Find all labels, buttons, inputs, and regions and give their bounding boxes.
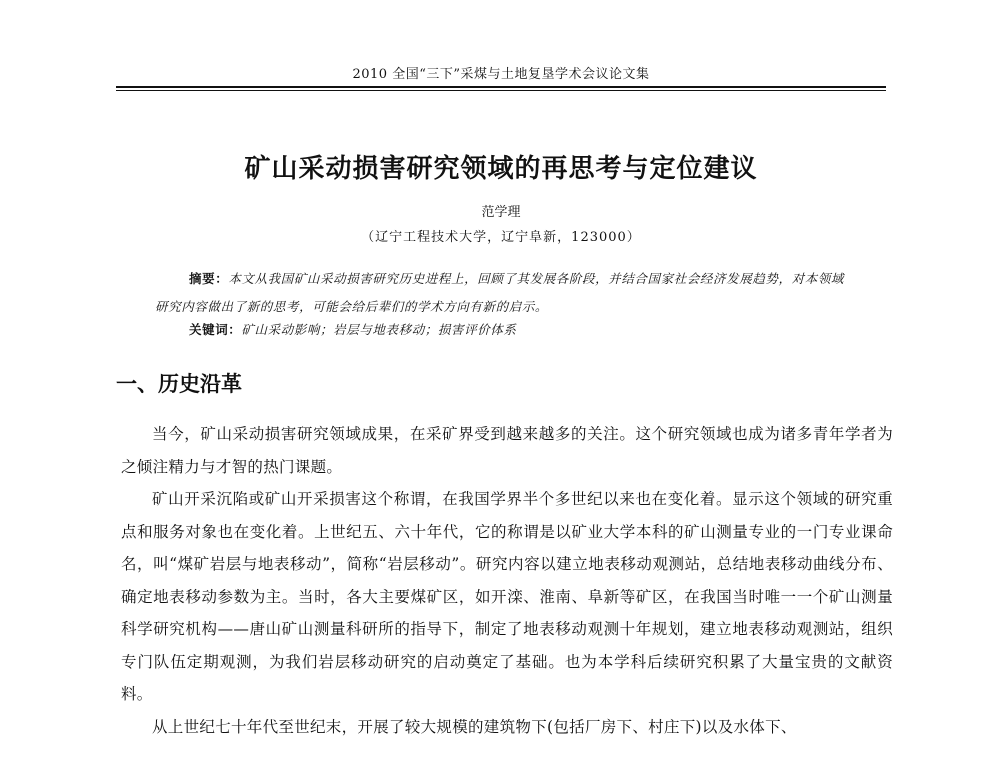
section-heading: 一、历史沿革 <box>116 371 242 396</box>
paragraph: 当今，矿山采动损害研究领域成果，在采矿界受到越来越多的关注。这个研究领域也成为诸多青年学者为之倾注精力与才智的热门课题。 <box>121 425 893 476</box>
keywords-text: 矿山采动影响；岩层与地表移动；损害评价体系 <box>241 322 517 337</box>
header-rule-thick <box>116 86 886 88</box>
abstract-text: 本文从我国矿山采动损害研究历史进程上，回顾了其发展各阶段，并结合国家社会经济发展趋势，对本领域研究内容做出了新的思考，可能会给后辈们的学术方向有新的启示。 <box>155 271 845 314</box>
running-header: 2010 全国“三下”采煤与土地复垦学术会议论文集 <box>352 67 650 82</box>
paragraph: 矿山开采沉陷或矿山开采损害这个称谓，在我国学界半个多世纪以来也在变化着。显示这个领域的研究重点和服务对象也在变化着。上世纪五、六十年代，它的称谓是以矿业大学本科的矿山测量专业的一门专业课命名，叫“煤矿岩层与地表移动”，简称“岩层移动”。研究内容以建立地表移动观测站，总结地表移动曲线分布、确定地表移动参数为主。当时，各大主要煤矿区，如开滦、淮南、阜新等矿区，在我国当时唯一一个矿山测量科学研究机构——唐山矿山测量科研所的指导下，制定了地表移动观测十年规划，建立地表移动观测站，组织专门队伍定期观测，为我们岩层移动研究的启动奠定了基础。也为本学科后续研究积累了大量宝贵的文献资料。 <box>121 490 893 703</box>
paragraph: 从上世纪七十年代至世纪末，开展了较大规模的建筑物下(包括厂房下、村庄下)以及水体下、 <box>152 717 797 736</box>
keywords <box>189 320 849 338</box>
author-name: 范学理 <box>481 205 521 220</box>
abstract-body <box>155 265 855 321</box>
abstract <box>155 265 855 321</box>
paper-title: 矿山采动损害研究领域的再思考与定位建议 <box>244 154 758 184</box>
section-body <box>121 418 893 743</box>
keywords-label: 关键词： <box>189 322 242 337</box>
header-rule-thin <box>116 90 886 91</box>
abstract-label: 摘要： <box>189 271 229 286</box>
author-affiliation: （辽宁工程技术大学，辽宁阜新，123000） <box>361 230 641 245</box>
